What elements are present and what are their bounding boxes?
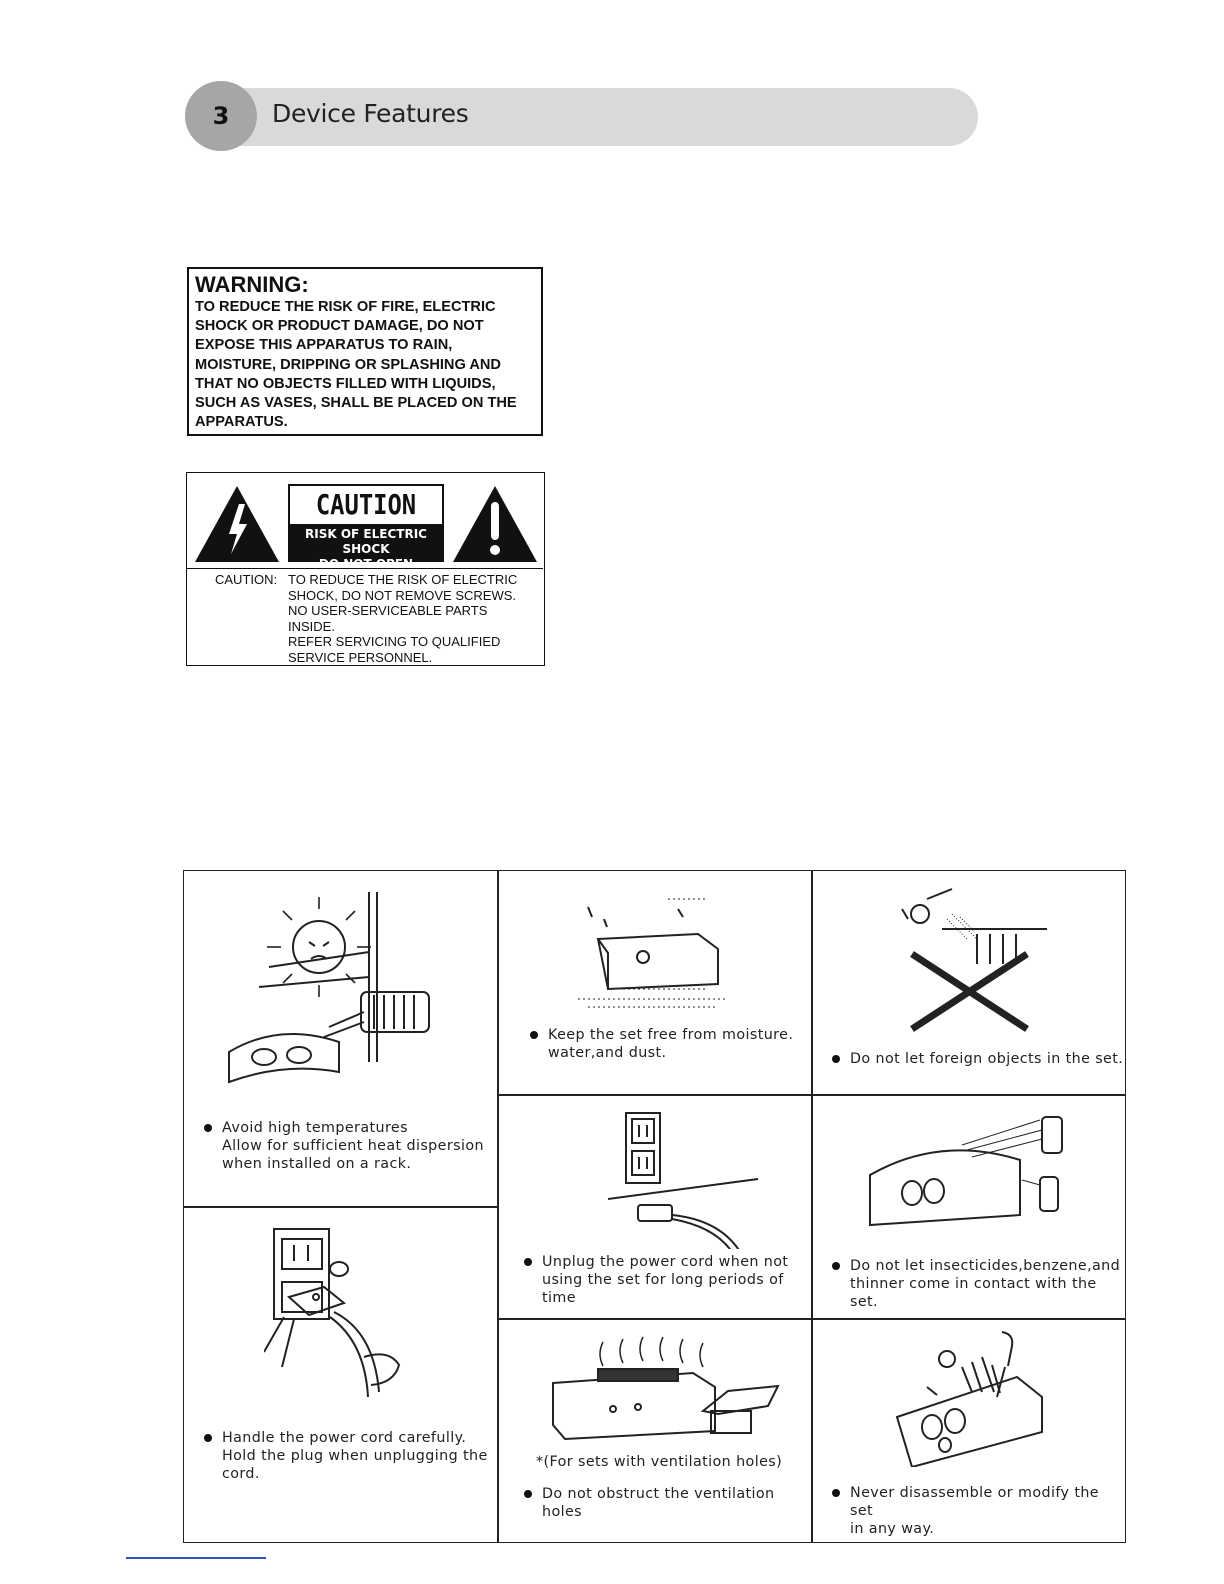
ventilation-illustration-icon bbox=[543, 1331, 788, 1441]
footer-link-underline bbox=[126, 1557, 266, 1559]
caution-text: TO REDUCE THE RISK OF ELECTRIC SHOCK, DO NOT REMOVE SCREWS. NO USER-SERVICEABLE PARTS INSIDE. REFER SERVICING TO QUALIFIED SERVICE PERSONNEL. bbox=[288, 572, 518, 665]
electric-shock-warning-icon bbox=[193, 484, 281, 564]
tip-disassemble-text: Never disassemble or modify the set in any way. bbox=[830, 1484, 1125, 1539]
insecticide-spray-illustration-icon bbox=[862, 1105, 1082, 1235]
disassemble-tools-illustration-icon bbox=[887, 1327, 1057, 1467]
tip-unplug-text: Unplug the power cord when not using the set for long periods of time bbox=[522, 1253, 788, 1308]
tip-cord-text: Handle the power cord carefully. Hold the plug when unplugging the cord. bbox=[202, 1429, 488, 1484]
safety-tips-grid bbox=[183, 870, 1126, 1543]
tip-cell-disassemble bbox=[812, 1319, 1125, 1542]
tip-cell-heat bbox=[184, 871, 497, 1206]
section-number: 3 bbox=[185, 81, 257, 151]
foreign-objects-illustration-icon bbox=[882, 879, 1052, 1034]
caution-shock-label bbox=[290, 524, 442, 571]
tip-cell-cord bbox=[184, 1207, 497, 1542]
tip-cell-insecticides bbox=[812, 1095, 1125, 1318]
tip-insecticides-text: Do not let insecticides,benzene,and thinner come in contact with the set. bbox=[830, 1257, 1125, 1312]
caution-symbol-row bbox=[187, 473, 543, 569]
moisture-dust-illustration-icon bbox=[568, 889, 738, 1009]
caution-label bbox=[288, 484, 444, 571]
caution-shock-line1: RISK OF ELECTRIC SHOCK bbox=[305, 527, 427, 556]
tip-cell-ventilation bbox=[498, 1319, 811, 1542]
caution-prefix: CAUTION: bbox=[215, 572, 278, 587]
warning-title: WARNING: bbox=[195, 272, 309, 297]
unplug-outlet-illustration-icon bbox=[608, 1109, 768, 1249]
caution-word: CAUTION bbox=[315, 487, 417, 521]
tip-cell-unplug bbox=[498, 1095, 811, 1318]
tip-ventilation-note: *(For sets with ventilation holes) bbox=[536, 1454, 783, 1470]
tip-moisture-text: Keep the set free from moisture. water,and dust. bbox=[528, 1026, 793, 1062]
tip-cell-moisture bbox=[498, 871, 811, 1094]
tip-heat-text: Avoid high temperatures Allow for sufficient heat dispersion when installed on a rack. bbox=[202, 1119, 484, 1174]
caution-box bbox=[186, 472, 545, 666]
tip-cell-foreign bbox=[812, 871, 1125, 1094]
sun-heat-illustration-icon bbox=[219, 887, 469, 1092]
power-cord-plug-illustration-icon bbox=[264, 1227, 414, 1402]
tip-foreign-text: Do not let foreign objects in the set. bbox=[830, 1050, 1123, 1068]
tip-ventilation-text: Do not obstruct the ventilation holes bbox=[522, 1485, 775, 1521]
warning-box bbox=[187, 267, 543, 436]
warning-text: TO REDUCE THE RISK OF FIRE, ELECTRIC SHOCK OR PRODUCT DAMAGE, DO NOT EXPOSE THIS APPARATUS TO RAIN, MOISTURE, DRIPPING OR SPLASHING AND THAT NO OBJECTS FILLED WITH LIQUIDS, SUCH AS VASES, SHALL BE PLACED ON THE APPARATUS. bbox=[195, 299, 517, 431]
caution-shock-line2: DO NOT OPEN bbox=[318, 557, 414, 571]
exclamation-warning-icon bbox=[451, 484, 539, 564]
section-title: Device Features bbox=[272, 99, 469, 128]
